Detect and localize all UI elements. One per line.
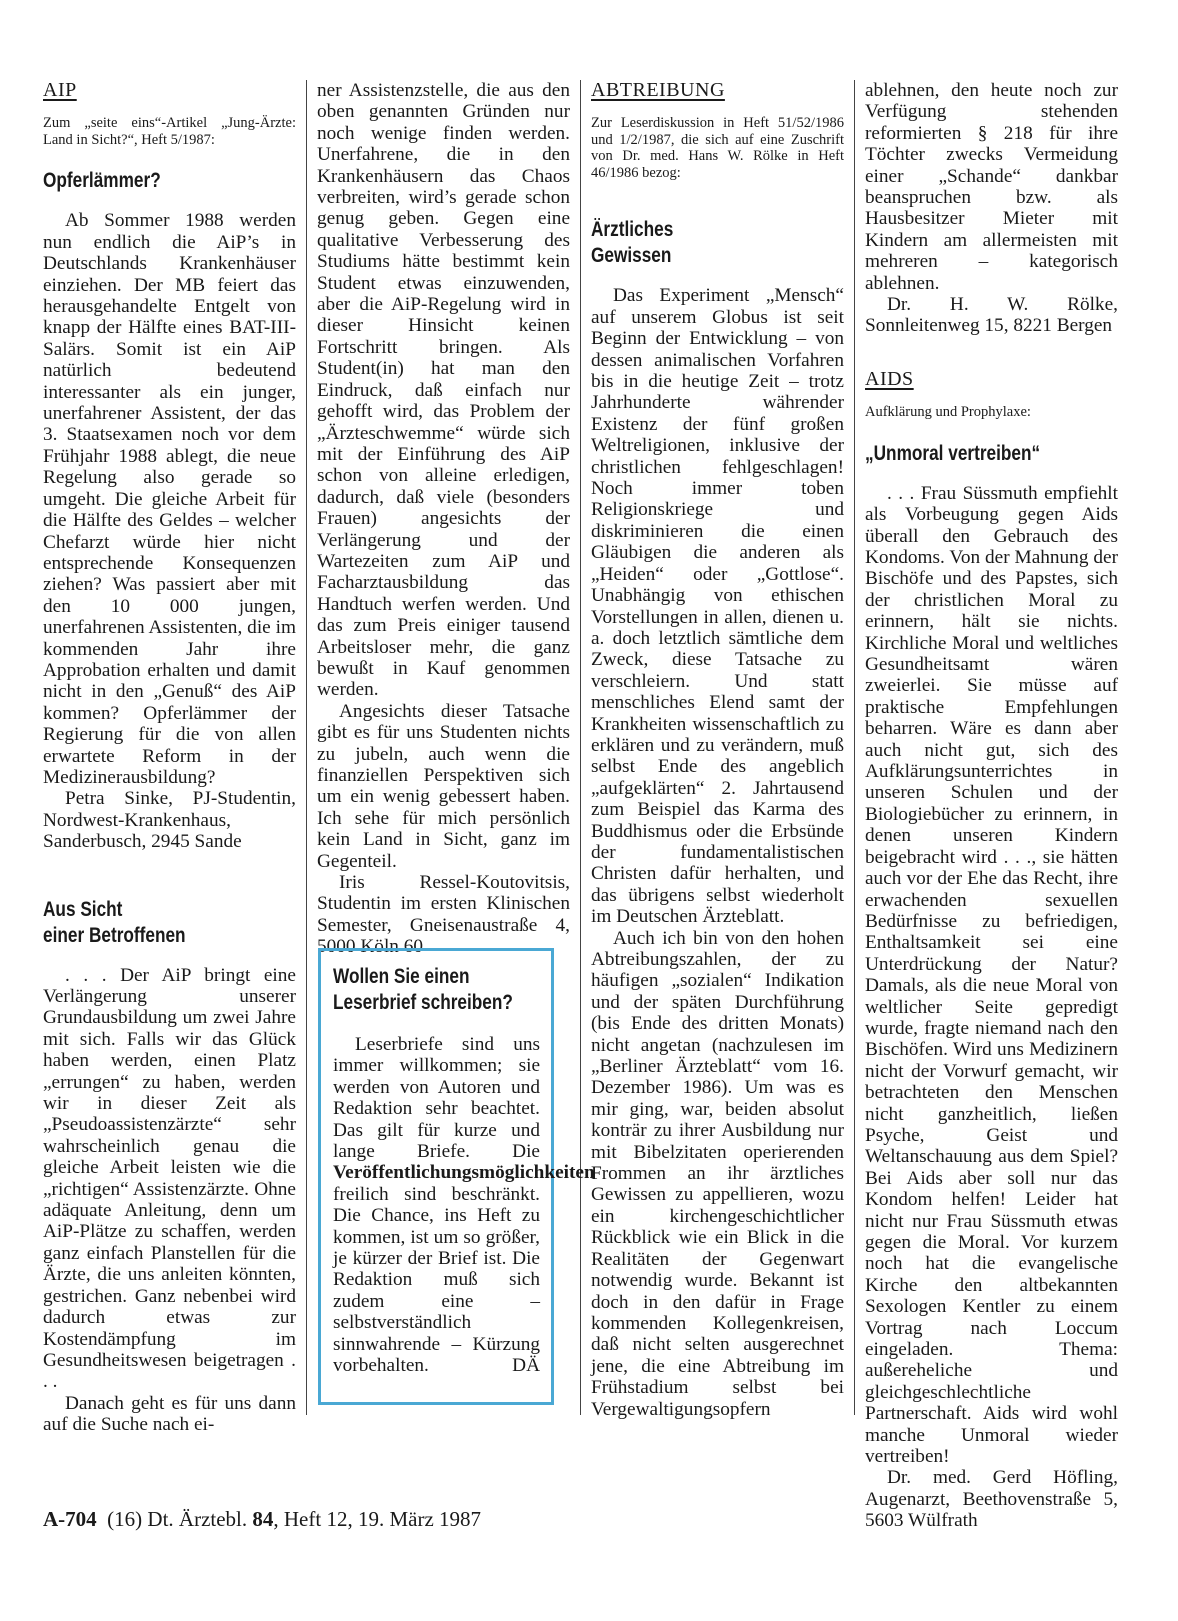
section-label-aip: AIP bbox=[43, 79, 77, 101]
issue-prefix: (16) Dt. Ärztebl. bbox=[107, 1507, 248, 1531]
section-label-abtreibung: ABTREIBUNG bbox=[591, 79, 725, 101]
headline-aerztliches: Ärztliches bbox=[591, 218, 674, 242]
reference-note: Aufklärung und Prophylaxe: bbox=[865, 404, 1031, 421]
column-2 bbox=[317, 80, 570, 958]
letter-body: Auch ich bin von den hohen Abtreibungszahlen, der zu häufigen „sozialen“ Indikation und der späten Durchführung (bis Ende des dritten Monats) nicht angetan (nachzulesen im „Berliner Ärzteblatt“ vom 16. Dezember 1986). Um was es mir ging, war, beiden absolut konträr zu ihrer Ausbildung nur mit Bibelzitaten operierenden Frommen an ihr ärztliches Gewissen zu appellieren, wozu ein kirchengeschichtlicher Rückblick wie ein Blick in die Realitäten der Gegenwart notwendig wurde. Bekannt ist doch in den dafür in Frage kommenden Kollegenkreisen, daß nicht selten ausgerechnet jene, die eine Abtreibung im Frühstadium selbst bei Vergewaltigungsopfern bbox=[591, 927, 844, 1420]
letter-body: Angesichts dieser Tatsache gibt es für uns Studenten nichts zu jubeln, auch wenn die finanziellen Perspektiven sich um ein wenig gebessert haben. Ich sehe für mich persönlich kein Land in Sicht, ganz im Gegenteil. bbox=[317, 700, 570, 872]
headline-unmoral-vertreiben: „Unmoral vertreiben“ bbox=[865, 441, 1041, 465]
letter-signature: Iris Ressel-Koutovitsis, Studentin im ersten Klinischen Semester, Gneisenaustraße 4, 5000 Köln 60 bbox=[317, 872, 570, 958]
letter-body: . . . Der AiP bringt eine Verlängerung unserer Grundausbildung um zwei Jahre mit sich. Falls wir das Glück haben werden, einen Platz „errungen“ zu haben, werden wir in dieser Zeit als „Pseudoassistenzärzte“ sehr wahrscheinlich genau die gleiche Arbeit leisten wie die „richtigen“ Assistenzärzte. Ohne adäquate Anleitung, denn um AiP-Plätze zu schaffen, werden ganz einfach Planstellen für die Ärzte, die uns anleiten könnten, gestrichen. Ganz nebenbei wird dadurch etwas zur Kostendämpfung im Gesundheitswesen beigetragen . . . bbox=[43, 964, 296, 1393]
column-rule bbox=[854, 80, 855, 1415]
box-text-part: Leserbriefe sind uns immer willkommen; sie werden von Autoren und Redaktion sehr beachtet. Das gilt für kurze und lange Briefe. Die bbox=[333, 1034, 540, 1163]
headline-opferlaemmer: Opferlämmer? bbox=[43, 169, 161, 193]
issue-suffix: , Heft 12, 19. März 1987 bbox=[273, 1507, 482, 1531]
volume-number: 84 bbox=[252, 1507, 274, 1531]
letter-body: Ab Sommer 1988 werden nun endlich die AiP’s in Deutschlands Krankenhäuser einziehen. Der MB feiert das herausgehandelte Entgelt von knapp der Hälfte eines BAT-III-Salärs. Somit ist ein AiP natürlich bedeutend interessanter als ein junger, unerfahrener Assistent, der das 3. Staatsexamen noch vor dem Frühjahr 1988 ablegt, die neue Regelung also gerade so umgeht. Die gleiche Arbeit für die Hälfte des Geldes – welcher Chefarzt würde hier nicht entsprechende Konsequenzen ziehen? Was passiert aber mit den 10 000 jungen, unerfahrenen Assistenten, die im kommenden Jahr ihre Approbation erhalten und damit nicht in den „Genuß“ des AiP kommen? Opferlämmer der Regierung für die von allen erwartete Reform in der Medizinerausbildung? bbox=[43, 210, 296, 788]
box-headline: Leserbrief schreiben? bbox=[333, 991, 513, 1014]
column-3 bbox=[591, 80, 844, 1420]
headline-gewissen: Gewissen bbox=[591, 244, 672, 268]
page-number: A-704 bbox=[43, 1507, 97, 1531]
letter-body: Danach geht es für uns dann auf die Suche nach ei- bbox=[43, 1392, 296, 1436]
leserbrief-info-box bbox=[318, 948, 595, 1405]
box-text-bold: Veröffentlichungsmöglichkeiten bbox=[333, 1162, 595, 1184]
box-initials: DÄ bbox=[512, 1355, 540, 1377]
box-text bbox=[333, 1034, 595, 1377]
reference-note: Zur Leserdiskussion in Heft 51/52/1986 und 1/2/1987, die sich auf eine Zuschrift von Dr. med. Hans W. Rölke in Heft 46/1986 bezog: bbox=[591, 115, 844, 181]
letter-body: ner Assistenzstelle, die aus den oben genannten Gründen nur noch wenige finden werden. Unerfahrene, die in den Krankenhäusern das Chaos verbreiten, wird’s gerade schon genug geben. Gegen eine qualitative Verbesserung des Studiums hätte bestimmt kein Student etwas einzuwenden, aber die AiP-Regelung wird in dieser Hinsicht keinen Fortschritt bringen. Als Student(in) hat man den Eindruck, daß einfach nur gehofft wird, das Problem der „Ärzteschwemme“ würde sich mit der Einführung des AiP schon von alleine erledigen, dadurch, daß viele (besonders Frauen) angesichts der Verlängerung und der Wartezeiten zum AiP und Facharztausbildung das Handtuch werfen werden. Und das zum Preis einiger tausend Arbeitsloser mehr, die ganz bewußt in Kauf genommen werden. bbox=[317, 80, 570, 701]
box-headline: Wollen Sie einen bbox=[333, 965, 470, 988]
section-label-aids: AIDS bbox=[865, 367, 914, 390]
headline-aus-sicht: Aus Sicht bbox=[43, 897, 123, 921]
letter-signature: Dr. med. Gerd Höfling, Augenarzt, Beethovenstraße 5, 5603 Wülfrath bbox=[865, 1467, 1118, 1532]
letter-body: . . . Frau Süssmuth empfiehlt als Vorbeugung gegen Aids überall den Gebrauch des Kondoms. Von der Mahnung der Bischöfe und des Papstes, sich der christlichen Moral zu erinnern, hält sie nichts. Kirchliche Moral und weltliches Gesundheitsamt wären zweierlei. Sie müsse auf praktische Empfehlungen beharren. Wäre es dann aber auch nicht gut, sich des Aufklärungsunterrichtes in unseren Schulen und der Biologiebücher zu erinnern, in denen unseren Kindern beigebracht wird . . ., sie hätten auch vor der Ehe das Recht, ihre erwachenden sexuellen Bedürfnisse zu befriedigen, Enthaltsamkeit sei eine Unterdrückung der Natur? Damals, als die neue Moral von weltlicher Seite gepredigt wurde, fragte niemand nach den Bischöfen. Wird uns Medizinern nicht der Vorwurf gemacht, wir betrachteten den Menschen nicht ganzheitlich, ließen Psyche, Geist und Weltanschauung aus dem Spiel? Bei Aids aber soll nur das Kondom helfen! Leider hat nicht nur Frau Süssmuth etwas gegen die Moral. Vor kurzem noch hat die evangelische Kirche den altbekannten Sexologen Kentler zu einem Vortrag nach Loccum eingeladen. Thema: außereheliche und gleichgeschlechtliche Partnerschaft. Aids wird wohl manche Unmoral wieder vertreiben! bbox=[865, 482, 1118, 1468]
reference-note: Zum „seite eins“-Artikel „Jung-Ärzte: Land in Sicht?“, Heft 5/1987: bbox=[43, 115, 296, 148]
column-rule bbox=[580, 80, 581, 1415]
letter-body: Das Experiment „Mensch“ auf unserem Globus ist seit Beginn der Entwicklung – von dessen animalischen Vorfahren bis in die heutige Zeit – trotz Jahrhunderte währender Existenz der fünf großen Weltreligionen, inklusive der christlichen fehlgeschlagen! Noch immer toben Religionskriege und diskriminieren die einen Gläubigen die anderen als „Heiden“ oder „Gottlose“. Unabhängig von ethischen Vorstellungen in allen, dienen u. a. doch letztlich sämtliche dem Zweck, diese Tatsache zu verschleiern. Und statt menschliches Elend samt der Krankheiten wissenschaftlich zu erklären und zu verändern, muß selbst Ende des angeblich „aufgeklärten“ 2. Jahrtausend zum Beispiel das Karma des Buddhismus oder die Erbsünde der fundamentalistischen Christen dafür herhalten, und das übrigens selbst wiederholt im Deutschen Ärzteblatt. bbox=[591, 285, 844, 928]
headline-einer-betroffenen: einer Betroffenen bbox=[43, 923, 186, 947]
column-1 bbox=[43, 80, 296, 1436]
page-footer bbox=[43, 1507, 481, 1532]
letter-signature: Dr. H. W. Rölke, Sonnleitenweg 15, 8221 Bergen bbox=[865, 294, 1118, 337]
letter-body: ablehnen, den heute noch zur Verfügung stehenden reformierten § 218 für ihre Töchter zwecks Vermeidung einer „Schande“ dankbar beanspruchen bzw. als Hausbesitzer Mieter mit Kindern am allermeisten mit mehreren – kategorisch ablehnen. bbox=[865, 80, 1118, 294]
box-text-part: freilich sind beschränkt. Die Chance, ins Heft zu kommen, ist um so größer, je kürzer der Brief ist. Die Redaktion muß sich zudem eine – selbstverständlich sinnwahrende – Kürzung vorbehalten. bbox=[333, 1183, 540, 1377]
column-4 bbox=[865, 80, 1118, 1532]
letter-signature: Petra Sinke, PJ-Studentin, Nordwest-Krankenhaus, Sanderbusch, 2945 Sande bbox=[43, 788, 296, 853]
column-rule bbox=[306, 80, 307, 1415]
